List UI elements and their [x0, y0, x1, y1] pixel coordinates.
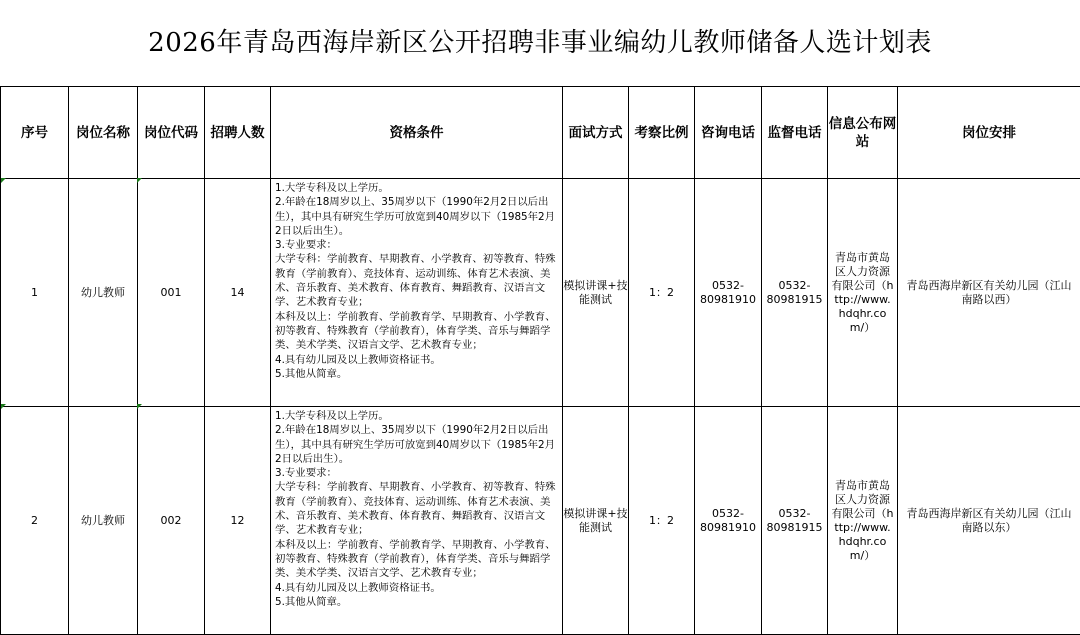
cell-marker	[137, 404, 142, 409]
cell-interview-method: 模拟讲课+技能测试	[563, 179, 629, 407]
qualification-line: 3.专业要求：	[275, 238, 560, 252]
recruitment-plan-table	[0, 86, 1080, 635]
header-supervise-phone: 监督电话	[762, 87, 828, 179]
cell-info-site: 青岛市黄岛区人力资源有限公司（http://www.hdqhr.com/）	[828, 179, 898, 407]
cell-consult-phone: 0532-80981910	[695, 407, 762, 635]
qualification-line: 1.大学专科及以上学历。	[275, 181, 560, 195]
qualification-line: 本科及以上：学前教育、学前教育学、早期教育、小学教育、初等教育、特殊教育（学前教育），体育学类、音乐与舞蹈学类、美术学类、汉语言文学、艺术教育专业；	[275, 538, 560, 581]
header-seq: 序号	[1, 87, 69, 179]
table-row	[1, 179, 1080, 407]
header-consult-phone: 咨询电话	[695, 87, 762, 179]
qualification-line: 5.其他从简章。	[275, 367, 560, 381]
header-exam-ratio: 考察比例	[629, 87, 695, 179]
page-title: 2026年青岛西海岸新区公开招聘非事业编幼儿教师储备人选计划表	[0, 22, 1080, 59]
cell-exam-ratio: 1：2	[629, 179, 695, 407]
qualification-line: 大学专科：学前教育、早期教育、小学教育、初等教育、特殊教育（学前教育）、竞技体育、运动训练、体育艺术表演、美术、音乐教育、美术教育、体育教育、舞蹈教育、汉语言文学、艺术教育专业；	[275, 480, 560, 537]
cell-assignment: 青岛西海岸新区有关幼儿园（江山南路以西）	[898, 179, 1080, 407]
cell-marker	[1, 404, 6, 409]
header-info-site: 信息公布网站	[828, 87, 898, 179]
cell-marker	[1, 178, 6, 183]
header-qualifications: 资格条件	[271, 87, 563, 179]
cell-supervise-phone: 0532-80981915	[762, 407, 828, 635]
header-position-code: 岗位代码	[138, 87, 205, 179]
header-interview-method: 面试方式	[563, 87, 629, 179]
cell-hire-count: 14	[205, 179, 271, 407]
qualification-line: 5.其他从简章。	[275, 595, 560, 609]
cell-position-code: 002	[138, 407, 205, 635]
cell-info-site: 青岛市黄岛区人力资源有限公司（http://www.hdqhr.com/）	[828, 407, 898, 635]
cell-interview-method: 模拟讲课+技能测试	[563, 407, 629, 635]
qualification-line: 2.年龄在18周岁以上、35周岁以下（1990年2月2日以后出生），其中具有研究生学历可放宽到40周岁以下（1985年2月2日以后出生）。	[275, 423, 560, 466]
cell-assignment: 青岛西海岸新区有关幼儿园（江山南路以东）	[898, 407, 1080, 635]
header-position-name: 岗位名称	[69, 87, 138, 179]
cell-consult-phone: 0532-80981910	[695, 179, 762, 407]
cell-position-name: 幼儿教师	[69, 179, 138, 407]
cell-marker	[137, 178, 142, 183]
cell-exam-ratio: 1：2	[629, 407, 695, 635]
qualification-line: 3.专业要求：	[275, 466, 560, 480]
qualification-line: 4.具有幼儿园及以上教师资格证书。	[275, 353, 560, 367]
header-hire-count: 招聘人数	[205, 87, 271, 179]
qualification-line: 本科及以上：学前教育、学前教育学、早期教育、小学教育、初等教育、特殊教育（学前教育），体育学类、音乐与舞蹈学类、美术学类、汉语言文学、艺术教育专业；	[275, 310, 560, 353]
cell-qualifications	[271, 407, 563, 635]
cell-seq: 1	[1, 179, 69, 407]
cell-supervise-phone: 0532-80981915	[762, 179, 828, 407]
qualification-line: 1.大学专科及以上学历。	[275, 409, 560, 423]
cell-hire-count: 12	[205, 407, 271, 635]
cell-position-name: 幼儿教师	[69, 407, 138, 635]
header-row	[1, 87, 1080, 179]
table-row	[1, 407, 1080, 635]
cell-position-code: 001	[138, 179, 205, 407]
qualification-line: 大学专科：学前教育、早期教育、小学教育、初等教育、特殊教育（学前教育）、竞技体育、运动训练、体育艺术表演、美术、音乐教育、美术教育、体育教育、舞蹈教育、汉语言文学、艺术教育专业；	[275, 252, 560, 309]
qualification-line: 2.年龄在18周岁以上、35周岁以下（1990年2月2日以后出生），其中具有研究生学历可放宽到40周岁以下（1985年2月2日以后出生）。	[275, 195, 560, 238]
qualification-line: 4.具有幼儿园及以上教师资格证书。	[275, 581, 560, 595]
cell-seq: 2	[1, 407, 69, 635]
cell-qualifications	[271, 179, 563, 407]
header-assignment: 岗位安排	[898, 87, 1080, 179]
